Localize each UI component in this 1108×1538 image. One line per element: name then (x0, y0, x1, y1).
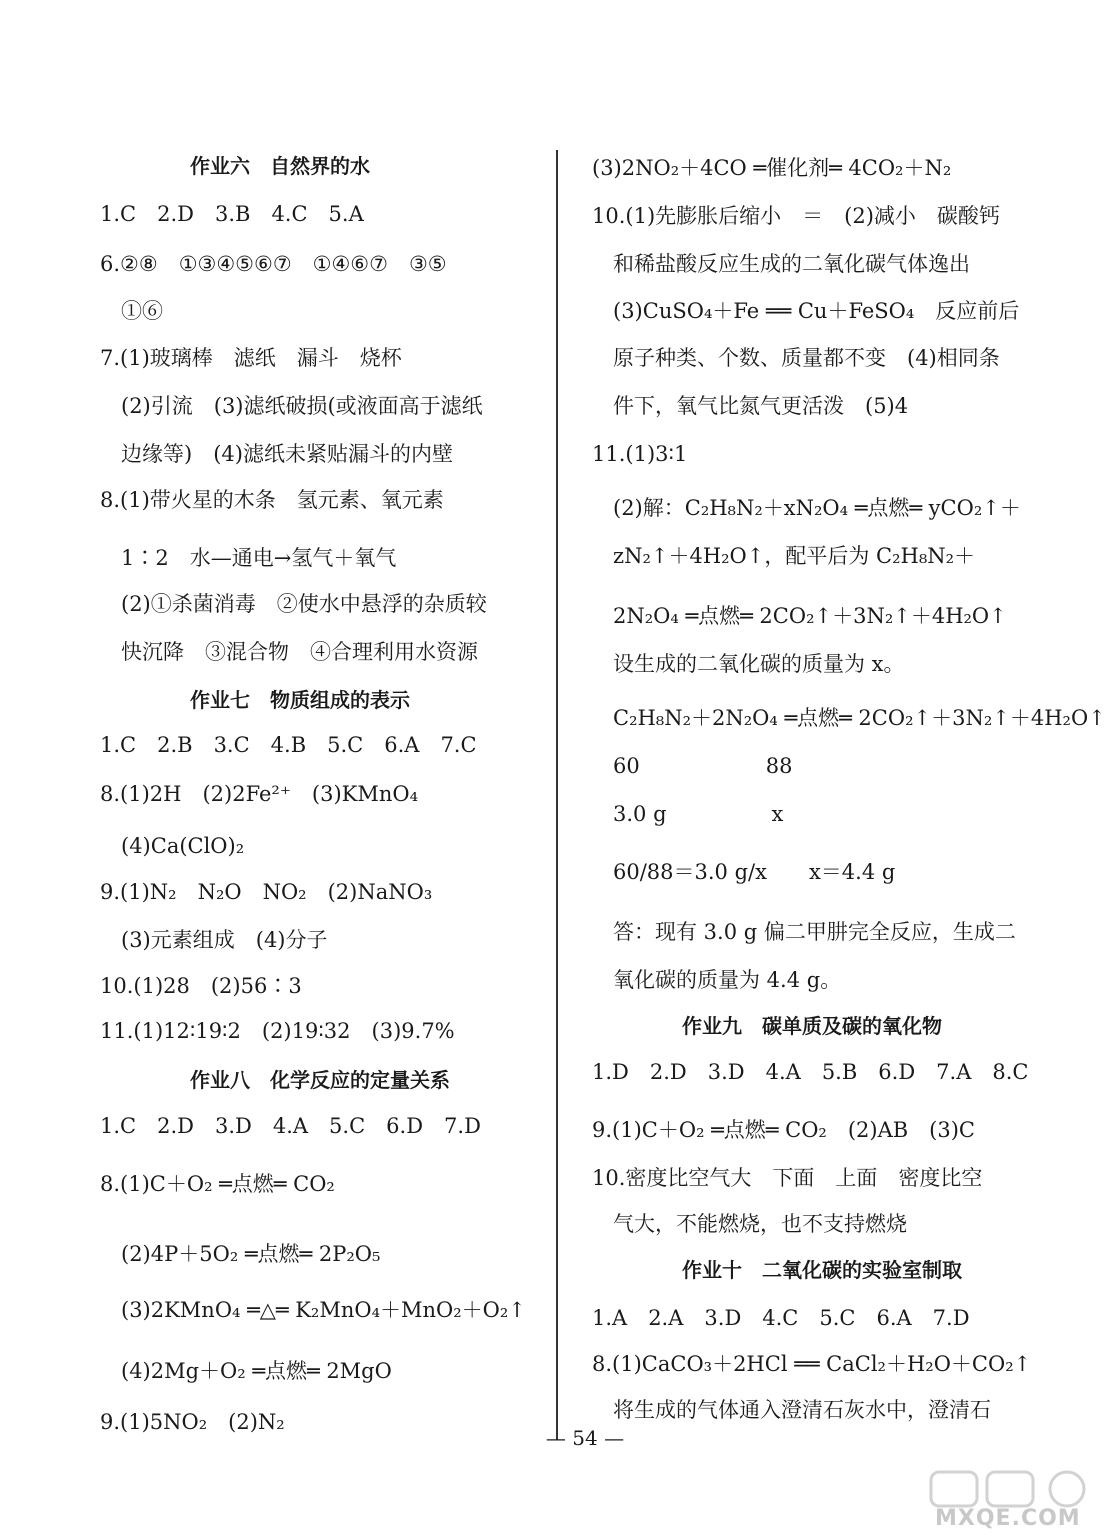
left-answer-line: (2)①杀菌消毒 ②使水中悬浮的杂质较 (100, 592, 487, 616)
left-answer-line: 8.(1)2H (2)2Fe²⁺ (3)KMnO₄ (100, 782, 419, 806)
left-answer-line: (2)4P＋5O₂ ═点燃═ 2P₂O₅ (100, 1242, 381, 1266)
left-answer-line: (4)Ca(ClO)₂ (100, 834, 245, 858)
left-answer-line: 9.(1)N₂ N₂O NO₂ (2)NaNO₃ (100, 880, 433, 904)
page-number: — 54 — (545, 1426, 625, 1450)
left-answer-line: 11.(1)12∶19∶2 (2)19∶32 (3)9.7% (100, 1019, 455, 1043)
right-answer-line: 60 88 (592, 754, 793, 778)
left-answer-line: (3)元素组成 (4)分子 (100, 928, 328, 952)
right-answer-line: 原子种类、个数、质量都不变 (4)相同条 (592, 346, 1000, 370)
left-answer-line: 8.(1)带火星的木条 氢元素、氧元素 (100, 488, 444, 512)
right-answer-line: 和稀盐酸反应生成的二氧化碳气体逸出 (592, 252, 970, 276)
left-answer-line: 6.②⑧ ①③④⑤⑥⑦ ①④⑥⑦ ③⑤ (100, 252, 447, 276)
left-answer-line: 1.C 2.D 3.B 4.C 5.A (100, 202, 364, 226)
left-section-heading: 作业六 自然界的水 (190, 154, 370, 178)
right-answer-line: 8.(1)CaCO₃＋2HCl ══ CaCl₂＋H₂O＋CO₂↑ (592, 1352, 1032, 1376)
right-answer-line: 10.密度比空气大 下面 上面 密度比空 (592, 1166, 983, 1190)
right-answer-line: 3.0 g x (592, 802, 784, 826)
right-answer-line: 9.(1)C＋O₂ ═点燃═ CO₂ (2)AB (3)C (592, 1118, 975, 1142)
left-answer-line: 快沉降 ③混合物 ④合理利用水资源 (100, 640, 478, 664)
right-answer-line: 将生成的气体通入澄清石灰水中，澄清石 (592, 1398, 991, 1422)
right-answer-line: (3)2NO₂＋4CO ═催化剂═ 4CO₂＋N₂ (592, 156, 952, 180)
left-answer-line: 7.(1)玻璃棒 滤纸 漏斗 烧杯 (100, 346, 402, 370)
left-answer-line: 8.(1)C＋O₂ ═点燃═ CO₂ (100, 1172, 335, 1196)
left-answer-line: 边缘等) (4)滤纸未紧贴漏斗的内壁 (100, 442, 453, 466)
left-answer-line: (2)引流 (3)滤纸破损(或液面高于滤纸 (100, 394, 483, 418)
left-answer-line: 1.C 2.D 3.D 4.A 5.C 6.D 7.D (100, 1114, 481, 1138)
left-answer-line: ①⑥ (100, 299, 163, 323)
left-answer-line: 10.(1)28 (2)56∶3 (100, 974, 302, 998)
right-answer-line: (2)解：C₂H₈N₂＋xN₂O₄ ═点燃═ yCO₂↑＋ (592, 496, 1021, 520)
watermark-logo (925, 1470, 1105, 1534)
left-section-heading: 作业八 化学反应的定量关系 (190, 1068, 450, 1092)
right-answer-line: 气大，不能燃烧，也不支持燃烧 (592, 1212, 907, 1236)
left-answer-line: 1.C 2.B 3.C 4.B 5.C 6.A 7.C (100, 733, 477, 757)
right-section-heading: 作业十 二氧化碳的实验室制取 (682, 1258, 962, 1282)
right-answer-line: 件下，氧气比氮气更活泼 (5)4 (592, 394, 909, 418)
right-answer-line: 氧化碳的质量为 4.4 g。 (592, 968, 842, 992)
right-answer-line: C₂H₈N₂＋2N₂O₄ ═点燃═ 2CO₂↑＋3N₂↑＋4H₂O↑ (592, 706, 1106, 730)
right-answer-line: 60/88＝3.0 g/x x＝4.4 g (592, 860, 896, 884)
right-answer-line: 答：现有 3.0 g 偏二甲肼完全反应，生成二 (592, 920, 1016, 944)
right-section-heading: 作业九 碳单质及碳的氧化物 (682, 1014, 942, 1038)
right-answer-line: 1.D 2.D 3.D 4.A 5.B 6.D 7.A 8.C (592, 1060, 1029, 1084)
right-answer-line: 2N₂O₄ ═点燃═ 2CO₂↑＋3N₂↑＋4H₂O↑ (592, 604, 1007, 628)
right-answer-line: 设生成的二氧化碳的质量为 x。 (592, 652, 905, 676)
left-answer-line: (3)2KMnO₄ ═△═ K₂MnO₄＋MnO₂＋O₂↑ (100, 1298, 526, 1322)
column-divider (556, 150, 558, 1440)
left-answer-line: 1∶2 水—通电→氢气＋氧气 (100, 546, 397, 570)
left-answer-line: (4)2Mg＋O₂ ═点燃═ 2MgO (100, 1359, 392, 1383)
right-answer-line: (3)CuSO₄＋Fe ══ Cu＋FeSO₄ 反应前后 (592, 299, 1020, 323)
watermark-text: MXQE.COM (935, 1506, 1081, 1531)
left-section-heading: 作业七 物质组成的表示 (190, 688, 410, 712)
right-answer-line: 11.(1)3∶1 (592, 442, 688, 466)
right-answer-line: zN₂↑＋4H₂O↑，配平后为 C₂H₈N₂＋ (592, 544, 976, 568)
left-answer-line: 9.(1)5NO₂ (2)N₂ (100, 1410, 285, 1434)
right-answer-line: 10.(1)先膨胀后缩小 ＝ (2)减小 碳酸钙 (592, 204, 1000, 228)
right-answer-line: 1.A 2.A 3.D 4.C 5.C 6.A 7.D (592, 1306, 970, 1330)
